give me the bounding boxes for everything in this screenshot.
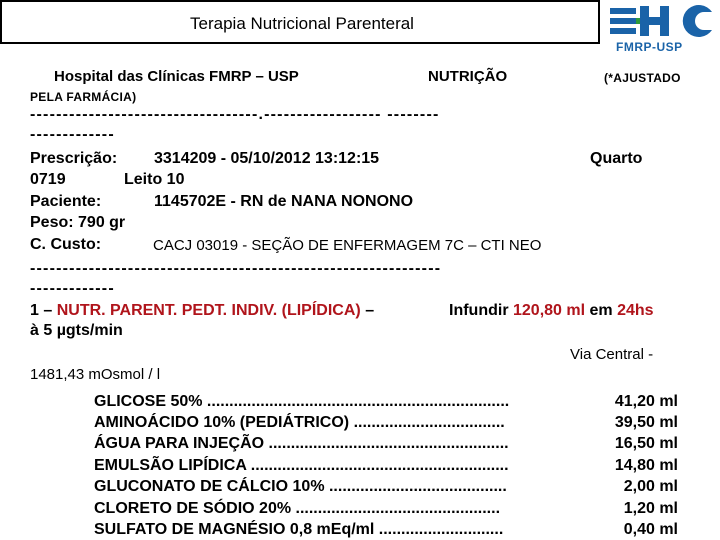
- separator-line: ---------------------------------------------------------------: [30, 260, 442, 277]
- ingredient-name: CLORETO DE SÓDIO 20% ..............................................: [94, 500, 501, 517]
- order-dash: –: [365, 302, 375, 319]
- ingredient-amount: 0,40 ml: [623, 521, 678, 538]
- ingredient-amount: 2,00 ml: [623, 478, 678, 495]
- order-name: NUTR. PARENT. PEDT. INDIV. (LIPÍDICA): [56, 302, 361, 319]
- cost-center-value: CACJ 03019 - SEÇÃO DE ENFERMAGEM 7C – CTI NEO: [153, 237, 542, 254]
- ingredient-name: EMULSÃO LIPÍDICA ..........................................................: [94, 457, 509, 474]
- title-box: [0, 0, 600, 44]
- department-name: NUTRIÇÃO: [428, 68, 508, 85]
- document-title: Terapia Nutricional Parenteral: [190, 14, 414, 33]
- bed-value: Leito 10: [124, 171, 185, 188]
- ingredient-name: GLUCONATO DE CÁLCIO 10% ........................................: [94, 478, 507, 495]
- ingredient-name: AMINOÁCIDO 10% (PEDIÁTRICO) ..................................: [94, 414, 505, 431]
- ingredient-amount: 41,20 ml: [614, 393, 678, 410]
- infusion-route: Via Central -: [570, 346, 654, 363]
- patient-value: 1145702E - RN de NANA NONONO: [154, 193, 414, 210]
- ingredient-amount: 1,20 ml: [623, 500, 678, 517]
- infusion-rate: à 5 µgts/min: [30, 322, 123, 339]
- separator-line: -------------: [30, 280, 115, 297]
- cost-center-label: C. Custo:: [30, 236, 102, 253]
- prescription-value: 3314209 - 05/10/2012 13:12:15: [154, 150, 380, 167]
- ingredient-amount: 14,80 ml: [614, 457, 678, 474]
- hospital-name: Hospital das Clínicas FMRP – USP: [54, 68, 299, 85]
- weight-value: Peso: 790 gr: [30, 214, 126, 231]
- infusion-em: em: [589, 302, 613, 319]
- ingredient-name: SULFATO DE MAGNÉSIO 0,8 mEq/ml ............................: [94, 521, 504, 538]
- order-line: [30, 302, 374, 320]
- order-number: 1 –: [30, 302, 53, 319]
- separator-line: -------------: [30, 126, 115, 143]
- logo-subtitle: FMRP-USP: [616, 40, 683, 54]
- ingredient-amount: 16,50 ml: [614, 435, 678, 452]
- infusion-instruction: [449, 302, 654, 320]
- infusion-volume: 120,80 ml: [513, 302, 586, 319]
- infusion-duration: 24hs: [617, 302, 654, 319]
- adjusted-note: (*AJUSTADO: [604, 71, 681, 85]
- ingredient-name: ÁGUA PARA INJEÇÃO ......................................................: [94, 435, 509, 452]
- separator-line: -----------------------------------.------------------ --------: [30, 106, 440, 123]
- room-label: Quarto: [590, 150, 643, 167]
- patient-label: Paciente:: [30, 193, 102, 210]
- infuse-label: Infundir: [449, 302, 509, 319]
- prescription-label: Prescrição:: [30, 150, 118, 167]
- adjusted-note-cont: PELA FARMÁCIA): [30, 90, 137, 104]
- ingredient-amount: 39,50 ml: [614, 414, 678, 431]
- osmolarity: 1481,43 mOsmol / l: [30, 366, 161, 383]
- ingredient-name: GLICOSE 50% ....................................................................: [94, 393, 510, 410]
- room-value: 0719: [30, 171, 66, 188]
